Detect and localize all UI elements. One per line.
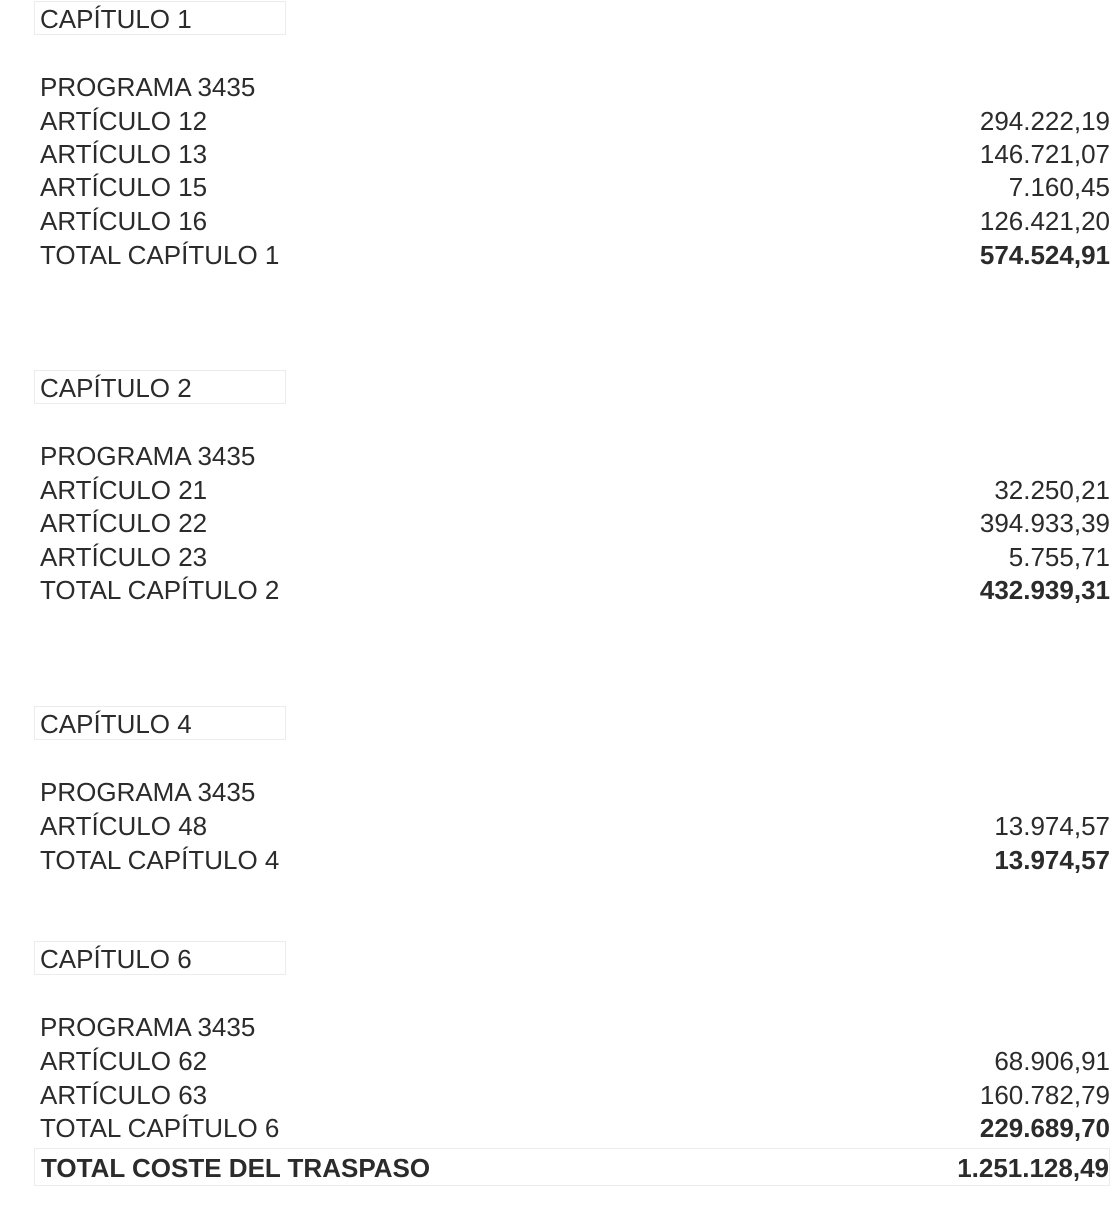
article-amount: 5.755,71 [1008, 542, 1110, 572]
program-label: PROGRAMA 3435 [40, 441, 256, 471]
article-label: ARTÍCULO 48 [40, 811, 208, 841]
chapter-total-row [40, 1111, 1110, 1145]
article-row [40, 1078, 1110, 1112]
article-row [40, 473, 1110, 507]
chapter-total-amount: 229.689,70 [979, 1113, 1110, 1143]
chapter-title: CAPÍTULO 2 [40, 373, 192, 403]
program-row [40, 1010, 1110, 1044]
grand-total-label: TOTAL COSTE DEL TRASPASO [41, 1153, 431, 1183]
chapter-total-label: TOTAL CAPÍTULO 6 [40, 1113, 280, 1143]
article-amount: 160.782,79 [979, 1080, 1110, 1110]
chapter-6-header [34, 941, 286, 975]
article-row [40, 809, 1110, 843]
article-label: ARTÍCULO 63 [40, 1080, 208, 1110]
article-amount: 146.721,07 [979, 139, 1110, 169]
chapter-title: CAPÍTULO 6 [40, 944, 192, 974]
article-amount: 126.421,20 [979, 206, 1110, 236]
program-label: PROGRAMA 3435 [40, 72, 256, 102]
chapter-total-amount: 574.524,91 [979, 240, 1110, 270]
chapter-total-label: TOTAL CAPÍTULO 1 [40, 240, 280, 270]
article-label: ARTÍCULO 16 [40, 206, 208, 236]
article-label: ARTÍCULO 12 [40, 106, 208, 136]
grand-total-amount: 1.251.128,49 [957, 1153, 1109, 1183]
article-row [40, 1044, 1110, 1078]
article-label: ARTÍCULO 15 [40, 172, 208, 202]
article-amount: 394.933,39 [979, 508, 1110, 538]
article-row [40, 137, 1110, 171]
chapter-2-header [34, 370, 286, 404]
article-amount: 7.160,45 [1008, 172, 1110, 202]
article-label: ARTÍCULO 21 [40, 475, 208, 505]
chapter-total-row [40, 573, 1110, 607]
article-row [40, 540, 1110, 574]
article-label: ARTÍCULO 23 [40, 542, 208, 572]
program-label: PROGRAMA 3435 [40, 777, 256, 807]
program-row [40, 70, 1110, 104]
chapter-total-amount: 13.974,57 [994, 845, 1110, 875]
article-label: ARTÍCULO 13 [40, 139, 208, 169]
article-amount: 294.222,19 [979, 106, 1110, 136]
article-row [40, 104, 1110, 138]
article-row [40, 170, 1110, 204]
chapter-title: CAPÍTULO 4 [40, 709, 192, 739]
article-amount: 13.974,57 [994, 811, 1110, 841]
program-row [40, 775, 1110, 809]
chapter-total-label: TOTAL CAPÍTULO 2 [40, 575, 280, 605]
program-row [40, 439, 1110, 473]
chapter-title: CAPÍTULO 1 [40, 4, 192, 34]
chapter-1-header [34, 1, 286, 35]
chapter-total-row [40, 843, 1110, 877]
article-amount: 68.906,91 [994, 1046, 1110, 1076]
chapter-total-amount: 432.939,31 [979, 575, 1110, 605]
article-label: ARTÍCULO 22 [40, 508, 208, 538]
chapter-total-row [40, 238, 1110, 272]
article-row [40, 204, 1110, 238]
program-label: PROGRAMA 3435 [40, 1012, 256, 1042]
grand-total-row [34, 1148, 1110, 1186]
chapter-total-label: TOTAL CAPÍTULO 4 [40, 845, 280, 875]
article-amount: 32.250,21 [994, 475, 1110, 505]
article-row [40, 506, 1110, 540]
chapter-4-header [34, 706, 286, 740]
article-label: ARTÍCULO 62 [40, 1046, 208, 1076]
